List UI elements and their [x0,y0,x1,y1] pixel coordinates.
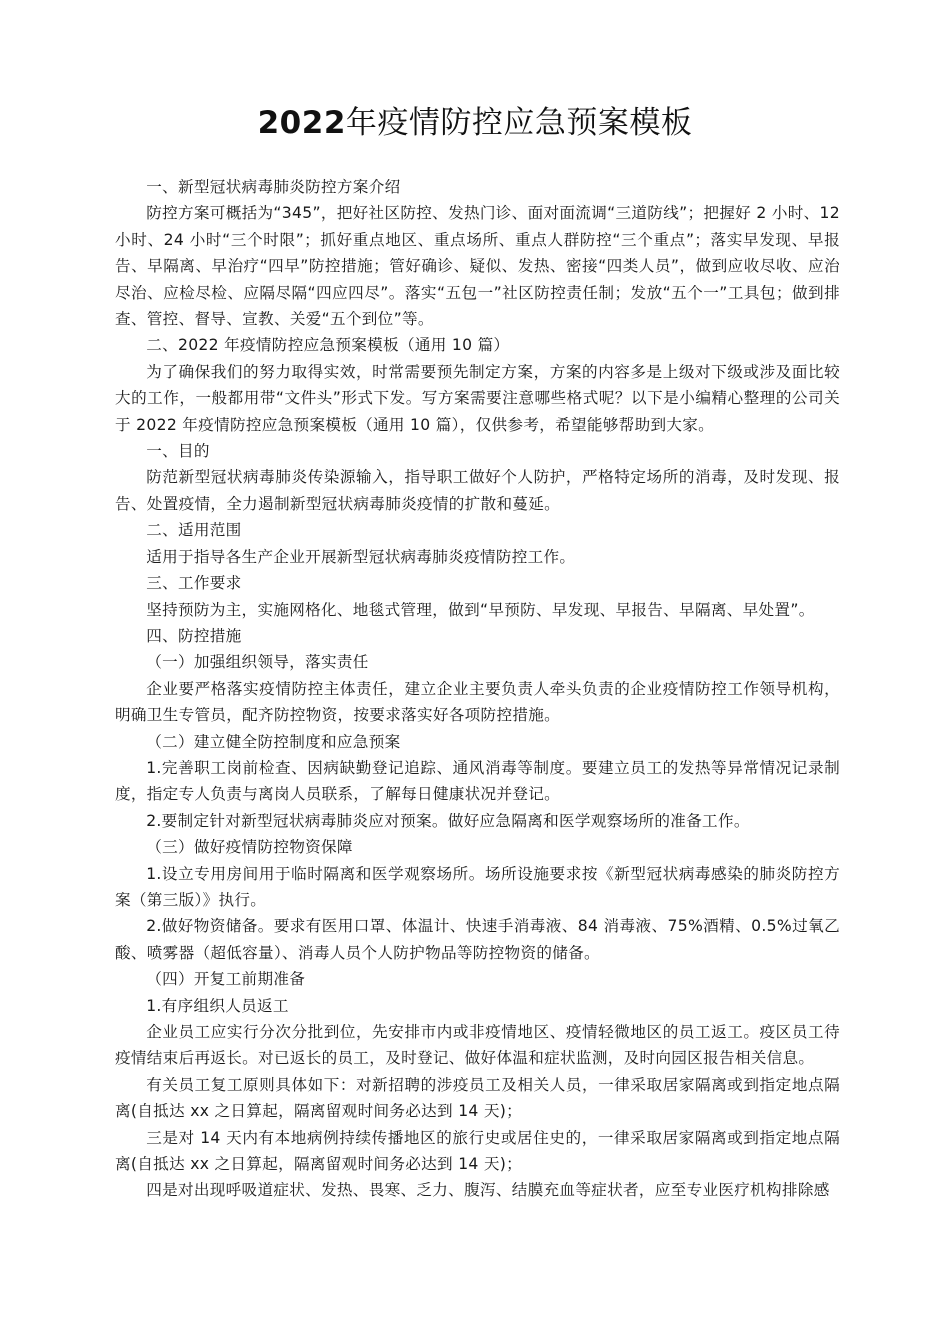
section-heading: 二、适用范围 [146,521,242,540]
paragraph: 防控方案可概括为“345”，把好社区防控、发热门诊、面对面流调“三道防线”；把握好 2 小时、12 小时、24 小时“三个时限”；抓好重点地区、重点场所、重点人群防控“三个重点”；落实早发现、早报告、早隔离、早治疗“四早”防控措施；管好确诊、疑似、发热、密接“四类人员”，做到应收尽收、应治尽治、应检尽检、应隔尽隔“四应四尽”。落实“五包一”社区防控责任制；发放“五个一”工具包；做到排查、管控、督导、宣教、关爱“五个到位”等。 [115,204,840,329]
subsection-heading: （一）加强组织领导，落实责任 [146,653,369,672]
paragraph: 1.完善职工岗前检查、因病缺勤登记追踪、通风消毒等制度。要建立员工的发热等异常情况记录制度，指定专人负责与离岗人员联系，了解每日健康状况并登记。 [115,758,840,804]
paragraph: 有关员工复工原则具体如下：对新招聘的涉疫员工及相关人员，一律采取居家隔离或到指定地点隔离(自抵达 xx 之日算起，隔离留观时间务必达到 14 天)； [115,1075,840,1121]
paragraph: 2.要制定针对新型冠状病毒肺炎应对预案。做好应急隔离和医学观察场所的准备工作。 [146,811,750,830]
subsection-heading: （四）开复工前期准备 [146,970,306,989]
paragraph: 1.有序组织人员返工 [146,996,289,1015]
section-heading: 四、防控措施 [146,626,242,645]
section-heading: 二、2022 年疫情防控应急预案模板（通用 10 篇） [146,336,510,355]
paragraph: 四是对出现呼吸道症状、发热、畏寒、乏力、腹泻、结膜充血等症状者，应至专业医疗机构排除感 [146,1181,830,1200]
subsection-heading: （二）建立健全防控制度和应急预案 [146,732,401,751]
subsection-heading: （三）做好疫情防控物资保障 [146,838,353,857]
section-heading: 一、目的 [146,442,210,461]
paragraph: 企业要严格落实疫情防控主体责任，建立企业主要负责人牵头负责的企业疫情防控工作领导机构，明确卫生专管员，配齐防控物资，按要求落实好各项防控措施。 [115,679,840,725]
paragraph: 企业员工应实行分次分批到位，先安排市内或非疫情地区、疫情轻微地区的员工返工。疫区员工待疫情结束后再返长。对已返长的员工，及时登记、做好体温和症状监测，及时向园区报告相关信息。 [115,1023,840,1068]
document-title [0,98,950,148]
paragraph: 坚持预防为主，实施网格化、地毯式管理，做到“早预防、早发现、早报告、早隔离、早处置”。 [146,600,815,619]
document-body [115,174,840,1204]
paragraph: 1.设立专用房间用于临时隔离和医学观察场所。场所设施要求按《新型冠状病毒感染的肺炎防控方案（第三版）》执行。 [115,864,840,909]
title-text: 年疫情防控应急预案模板 [345,105,693,141]
section-heading: 三、工作要求 [146,574,242,593]
paragraph: 2.做好物资储备。要求有医用口罩、体温计、快速手消毒液、84 消毒液、75%酒精、0.5%过氧乙酸、喷雾器（超低容量）、消毒人员个人防护物品等防控物资的储备。 [115,917,840,962]
paragraph: 适用于指导各生产企业开展新型冠状病毒肺炎疫情防控工作。 [146,547,576,566]
paragraph: 为了确保我们的努力取得实效，时常需要预先制定方案，方案的内容多是上级对下级或涉及面比较大的工作，一般都用带“文件头”形式下发。写方案需要注意哪些格式呢？以下是小编精心整理的公司关于 2022 年疫情防控应急预案模板（通用 10 篇），仅供参考，希望能够帮助到大家。 [115,362,840,434]
title-year: 2022 [257,105,346,141]
section-heading: 一、新型冠状病毒肺炎防控方案介绍 [146,178,401,196]
paragraph: 防范新型冠状病毒肺炎传染源输入，指导职工做好个人防护，严格特定场所的消毒，及时发现、报告、处置疫情，全力遏制新型冠状病毒肺炎疫情的扩散和蔓延。 [115,468,840,513]
paragraph: 三是对 14 天内有本地病例持续传播地区的旅行史或居住史的，一律采取居家隔离或到指定地点隔离(自抵达 xx 之日算起，隔离留观时间务必达到 14 天)； [115,1128,840,1174]
